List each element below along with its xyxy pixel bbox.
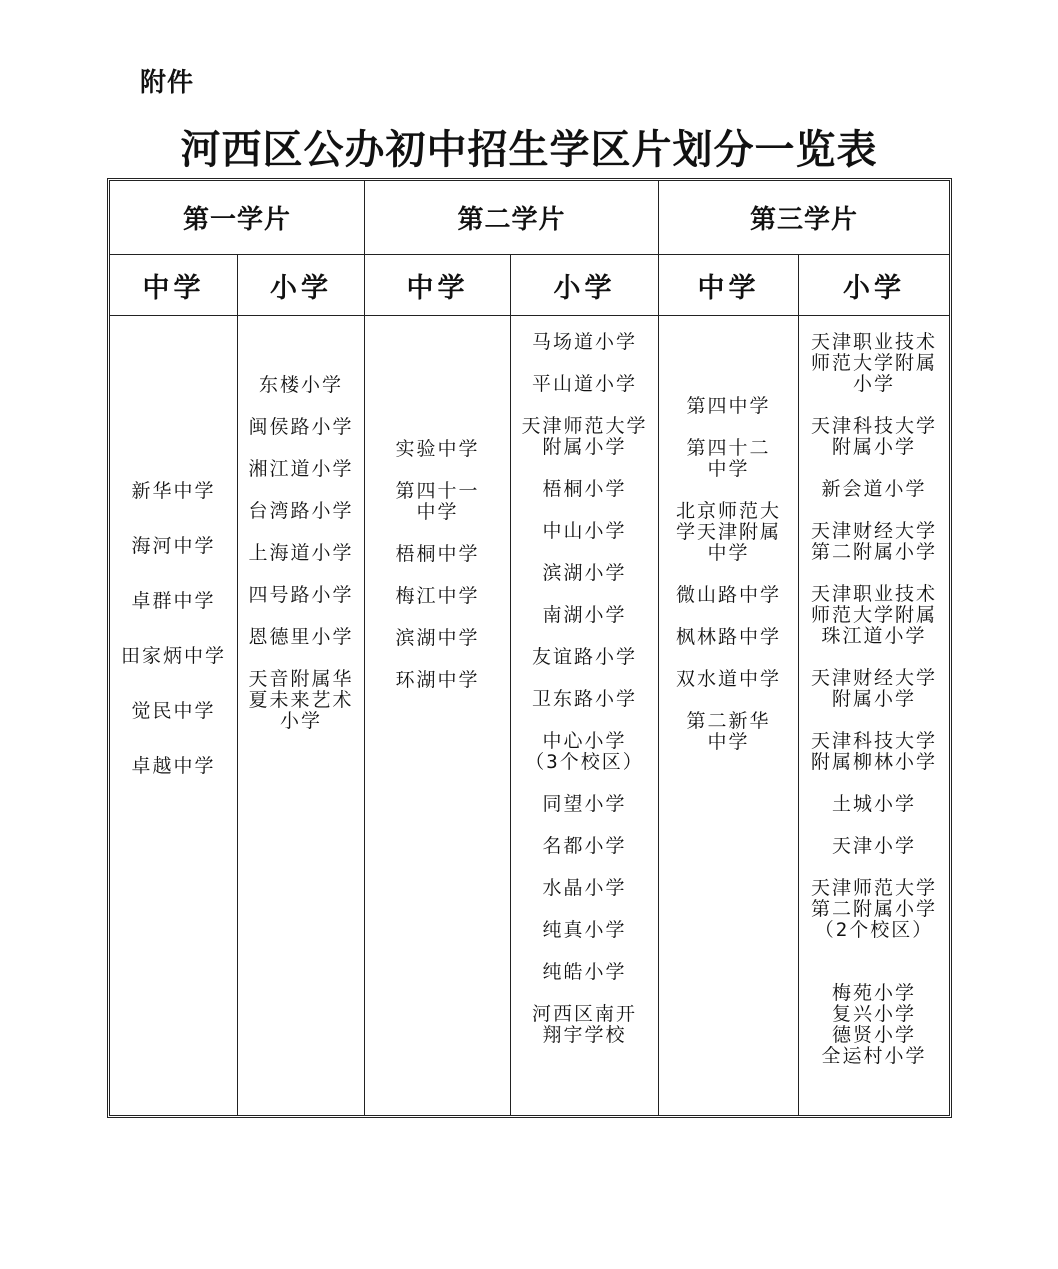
list-item: 滨湖小学 <box>542 562 627 584</box>
list-item: 第二新华 中学 <box>686 710 771 753</box>
attachment-label: 附件 <box>140 68 195 98</box>
zone-1-primary-list <box>238 315 364 1115</box>
list-item: 觉民中学 <box>131 700 216 722</box>
list-item: 纯皓小学 <box>542 961 627 983</box>
list-item: 同望小学 <box>542 793 627 815</box>
school-district-table <box>107 178 952 1118</box>
zone-2-header: 第二学片 <box>457 205 566 235</box>
list-item: 田家炳中学 <box>120 645 226 667</box>
list-item: 第四中学 <box>686 395 771 417</box>
list-item: 双水道中学 <box>675 668 781 690</box>
zone-1-middle-header: 中学 <box>142 272 205 304</box>
list-item: 马场道小学 <box>531 331 637 353</box>
list-item: 北京师范大 学天津附属 中学 <box>675 500 781 564</box>
zone-3-header: 第三学片 <box>749 205 858 235</box>
list-item: 梧桐小学 <box>542 478 627 500</box>
list-item: 天津科技大学 附属柳林小学 <box>810 730 937 773</box>
list-item: 滨湖中学 <box>395 627 480 649</box>
list-item: 友谊路小学 <box>531 646 637 668</box>
list-item: 湘江道小学 <box>248 458 354 480</box>
list-item: 实验中学 <box>395 438 480 460</box>
zone-2-middle-header: 中学 <box>406 272 469 304</box>
zone-3-middle-header: 中学 <box>697 272 760 304</box>
zone-1-header: 第一学片 <box>182 205 291 235</box>
list-item: 恩德里小学 <box>248 626 354 648</box>
list-item: 纯真小学 <box>542 919 627 941</box>
list-item: 天津职业技术 师范大学附属 小学 <box>810 331 937 395</box>
list-item: 天津小学 <box>831 835 916 857</box>
zone-3-primary-header: 小学 <box>843 272 905 304</box>
zone-1-primary-header: 小学 <box>270 272 332 304</box>
list-item: 台湾路小学 <box>248 500 354 522</box>
list-item: 水晶小学 <box>542 877 627 899</box>
list-item: 天津科技大学 附属小学 <box>810 415 937 458</box>
zone-3-primary-list <box>799 315 949 1115</box>
zone-2-primary-header: 小学 <box>553 272 616 304</box>
list-item: 上海道小学 <box>248 542 354 564</box>
zone-2-middle-list <box>365 315 510 1115</box>
list-item: 新会道小学 <box>821 478 927 500</box>
list-item: 环湖中学 <box>395 669 480 691</box>
list-item: 梧桐中学 <box>395 543 480 565</box>
list-item: 海河中学 <box>131 535 216 557</box>
zone-2-primary-list <box>511 315 658 1115</box>
list-item: 卓群中学 <box>131 590 216 612</box>
list-item: 河西区南开 翔宇学校 <box>531 1003 637 1046</box>
list-item: 天音附属华 夏未来艺术 小学 <box>248 668 354 732</box>
list-item: 卓越中学 <box>131 755 216 777</box>
list-item: 名都小学 <box>542 835 627 857</box>
zone-1-middle-list <box>110 315 237 1115</box>
list-item: 天津职业技术 师范大学附属 珠江道小学 <box>810 583 937 647</box>
list-item: 天津财经大学 第二附属小学 <box>810 520 937 563</box>
list-item: 第四十一 中学 <box>395 480 480 523</box>
list-item: 天津财经大学 附属小学 <box>810 667 937 710</box>
list-item: 天津师范大学 第二附属小学 （2个校区） <box>810 877 937 941</box>
list-item: 第四十二 中学 <box>686 437 771 480</box>
list-item: 卫东路小学 <box>531 688 637 710</box>
list-item: 四号路小学 <box>248 584 354 606</box>
list-item: 南湖小学 <box>542 604 627 626</box>
list-item: 新华中学 <box>131 480 216 502</box>
list-item: 东楼小学 <box>258 374 343 396</box>
list-item: 平山道小学 <box>531 373 637 395</box>
list-item: 梅江中学 <box>395 585 480 607</box>
page-title: 河西区公办初中招生学区片划分一览表 <box>180 126 878 173</box>
list-item: 梅苑小学 复兴小学 德贤小学 全运村小学 <box>821 982 927 1067</box>
zone-3-middle-list <box>659 315 798 1115</box>
list-item: 中心小学 （3个校区） <box>525 730 644 773</box>
list-item: 土城小学 <box>831 793 916 815</box>
list-item: 中山小学 <box>542 520 627 542</box>
list-item: 天津师范大学 附属小学 <box>521 415 648 458</box>
list-item: 闽侯路小学 <box>248 416 354 438</box>
list-item: 枫林路中学 <box>675 626 781 648</box>
list-item: 微山路中学 <box>675 584 781 606</box>
